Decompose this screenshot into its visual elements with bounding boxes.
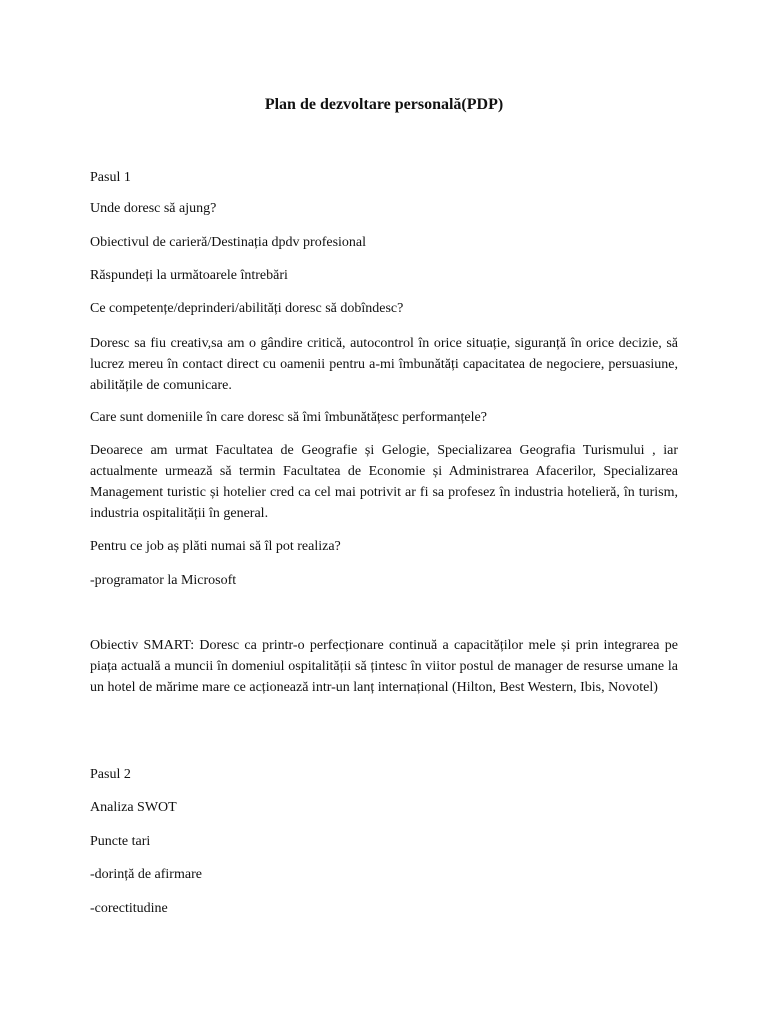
document-title: Plan de dezvoltare personală(PDP): [264, 96, 504, 113]
strengths-heading: Puncte tari: [90, 834, 151, 849]
question-domains: Care sunt domeniile în care doresc să îmi îmbunătățesc performanțele?: [90, 410, 487, 425]
answer-dream-job: -programator la Microsoft: [90, 573, 237, 588]
answer-competencies: Doresc sa fiu creativ,sa am o gândire critică, autocontrol în orice situație, siguranță în orice decizie, să lucrez mereu în contact direct cu oamenii pentru a-mi îmbunătăți capacitatea de negociere, persuasiune, abilitățile de comunicare.: [90, 336, 678, 393]
career-objective-line: Obiectivul de carieră/Destinația dpdv profesional: [90, 235, 367, 250]
swot-heading: Analiza SWOT: [90, 800, 177, 815]
strength-item: -corectitudine: [90, 901, 168, 916]
answer-domains: Deoarece am urmat Facultatea de Geografie și Gelogie, Specializarea Geografia Turismului , iar actualmente urmează să termin Facultatea de Economie și Administrarea Afacerilor, Specializarea Management turistic și hotelier cred ca cel mai potrivit ar fi sa profesez în industria hotelieră, în turism, industria ospitalității în general.: [90, 443, 678, 521]
step2-heading: Pasul 2: [90, 767, 131, 782]
strength-item: -dorință de afirmare: [90, 867, 202, 882]
question-competencies: Ce competențe/deprinderi/abilități doresc să dobîndesc?: [90, 301, 404, 316]
question-destination: Unde doresc să ajung?: [90, 201, 217, 216]
step1-heading: Pasul 1: [90, 170, 131, 185]
instructions-line: Răspundeți la următoarele întrebări: [90, 268, 288, 283]
smart-objective: Obiectiv SMART: Doresc ca printr-o perfecționare continuă a capacităților mele și prin integrarea pe piața actuală a muncii în domeniul ospitalității să țintesc în viitor postul de manager de resurse umane la un hotel de mărime mare ce acționează intr-un lanț internațional (Hilton, Best Western, Ibis, Novotel): [90, 638, 678, 695]
question-dream-job: Pentru ce job aș plăti numai să îl pot realiza?: [90, 539, 341, 554]
